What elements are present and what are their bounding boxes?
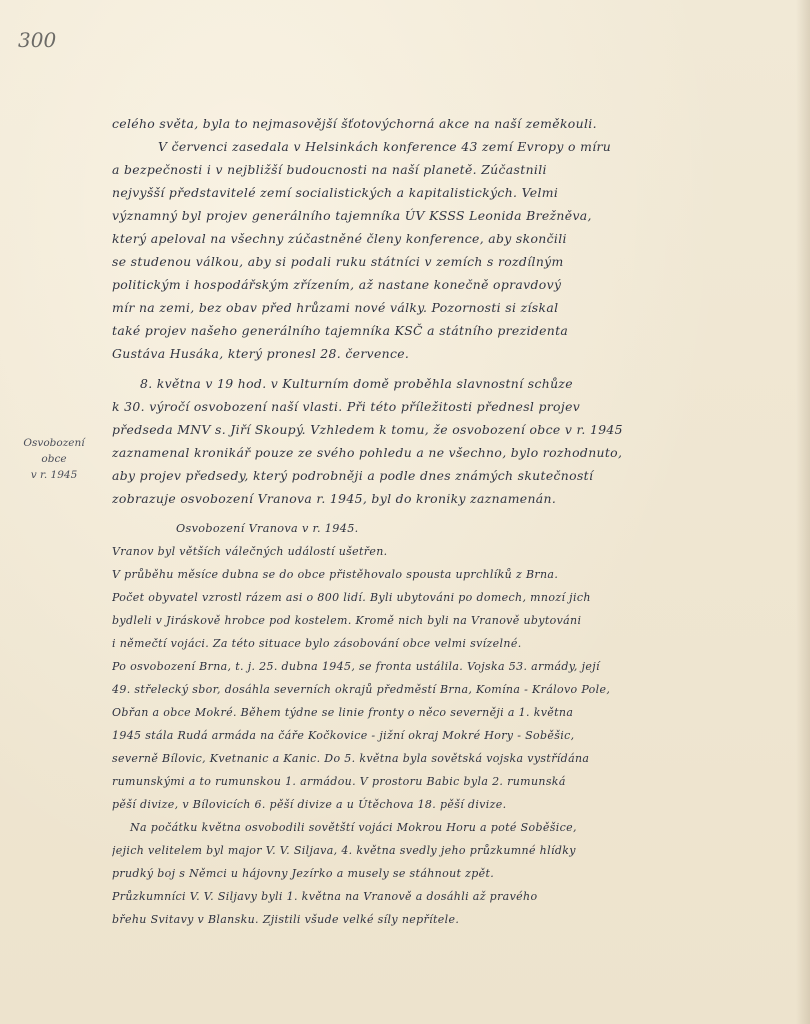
text-line: pěší divize, v Bílovicích 6. pěší divize a u Útěchova 18. pěší divize. xyxy=(112,798,507,811)
text-line: zaznamenal kronikář pouze ze svého pohledu a ne všechno, bylo rozhodnuto, xyxy=(112,445,623,460)
text-line: a bezpečnosti i v nejbližší budoucnosti na naší planetě. Zúčastnili xyxy=(112,162,547,177)
text-line: také projev našeho generálního tajemníka KSČ a státního prezidenta xyxy=(112,323,569,338)
text-line: který apeloval na všechny zúčastněné členy konference, aby skončili xyxy=(112,231,567,246)
text-line: břehu Svitavy v Blansku. Zjistili všude velké síly nepřítele. xyxy=(112,913,460,926)
page-edge-shadow xyxy=(796,0,810,1024)
text-line: Vranov byl větších válečných událostí ušetřen. xyxy=(112,545,388,558)
text-line: rumunskými a to rumunskou 1. armádou. V prostoru Babic byla 2. rumunská xyxy=(112,775,566,788)
text-line: Na počátku května osvobodili sovětští vojáci Mokrou Horu a poté Soběšice, xyxy=(130,821,577,834)
text-line: k 30. výročí osvobození naší vlasti. Při této příležitosti přednesl projev xyxy=(112,399,581,414)
text-line: mír na zemi, bez obav před hrůzami nové války. Pozornosti si získal xyxy=(112,300,559,315)
handwritten-text xyxy=(112,112,722,931)
margin-note xyxy=(12,435,96,483)
text-line: 49. střelecký sbor, dosáhla severních okrajů předměstí Brna, Komína - Královo Pole, xyxy=(112,683,611,696)
margin-note-line: Osvobození xyxy=(23,437,85,449)
text-line: Gustáva Husáka, který pronesl 28. července. xyxy=(112,346,410,361)
text-line: nejvyšší představitelé zemí socialistických a kapitalistických. Velmi xyxy=(112,185,559,200)
text-line: 8. května v 19 hod. v Kulturním domě proběhla slavnostní schůze xyxy=(140,376,573,391)
text-line: jejich velitelem byl major V. V. Siljava, 4. května svedly jeho průzkumné hlídky xyxy=(112,844,576,857)
text-line: Počet obyvatel vzrostl rázem asi o 800 lidí. Byli ubytováni po domech, mnozí jich xyxy=(112,591,591,604)
text-line: předseda MNV s. Jiří Skoupý. Vzhledem k tomu, že osvobození obce v r. 1945 xyxy=(112,422,623,437)
text-line: aby projev předsedy, který podrobněji a podle dnes známých skutečností xyxy=(112,468,594,483)
text-line: Průzkumníci V. V. Siljavy byli 1. května na Vranově a dosáhli až pravého xyxy=(112,890,538,903)
text-line: prudký boj s Němci u hájovny Jezírko a musely se stáhnout zpět. xyxy=(112,867,495,880)
text-line: bydleli v Jiráskově hrobce pod kostelem. Kromě nich byli na Vranově ubytováni xyxy=(112,614,582,627)
text-line: severně Bílovic, Kvetnanic a Kanic. Do 5. května byla sovětská vojska vystřídána xyxy=(112,752,590,765)
text-line: V průběhu měsíce dubna se do obce přistěhovalo spousta uprchlíků z Brna. xyxy=(112,568,559,581)
text-line: V červenci zasedala v Helsinkách konference 43 zemí Evropy o míru xyxy=(158,139,612,154)
text-line: se studenou válkou, aby si podali ruku státníci v zemích s rozdílným xyxy=(112,254,564,269)
margin-note-line: v r. 1945 xyxy=(30,469,78,481)
text-line: politickým i hospodářským zřízením, až nastane konečně opravdový xyxy=(112,277,562,292)
text-line: 1945 stála Rudá armáda na čáře Kočkovice - jižní okraj Mokré Hory - Soběšic, xyxy=(112,729,575,742)
text-line: zobrazuje osvobození Vranova r. 1945, byl do kroniky zaznamenán. xyxy=(112,491,557,506)
text-line: Po osvobození Brna, t. j. 25. dubna 1945, se fronta ustálila. Vojska 53. armády, její xyxy=(112,660,600,673)
section-heading: Osvobození Vranova v r. 1945. xyxy=(176,522,359,535)
text-line: Obřan a obce Mokré. Během týdne se linie fronty o něco severněji a 1. května xyxy=(112,706,574,719)
margin-note-line: obce xyxy=(41,453,67,465)
text-line: celého světa, byla to nejmasovější šťotovýchorná akce na naší zeměkouli. xyxy=(112,116,597,131)
text-line: i němečtí vojáci. Za této situace bylo zásobování obce velmi svízelné. xyxy=(112,637,522,650)
page-number: 300 xyxy=(18,28,57,52)
text-line: významný byl projev generálního tajemníka ÚV KSSS Leonida Brežněva, xyxy=(112,208,592,223)
